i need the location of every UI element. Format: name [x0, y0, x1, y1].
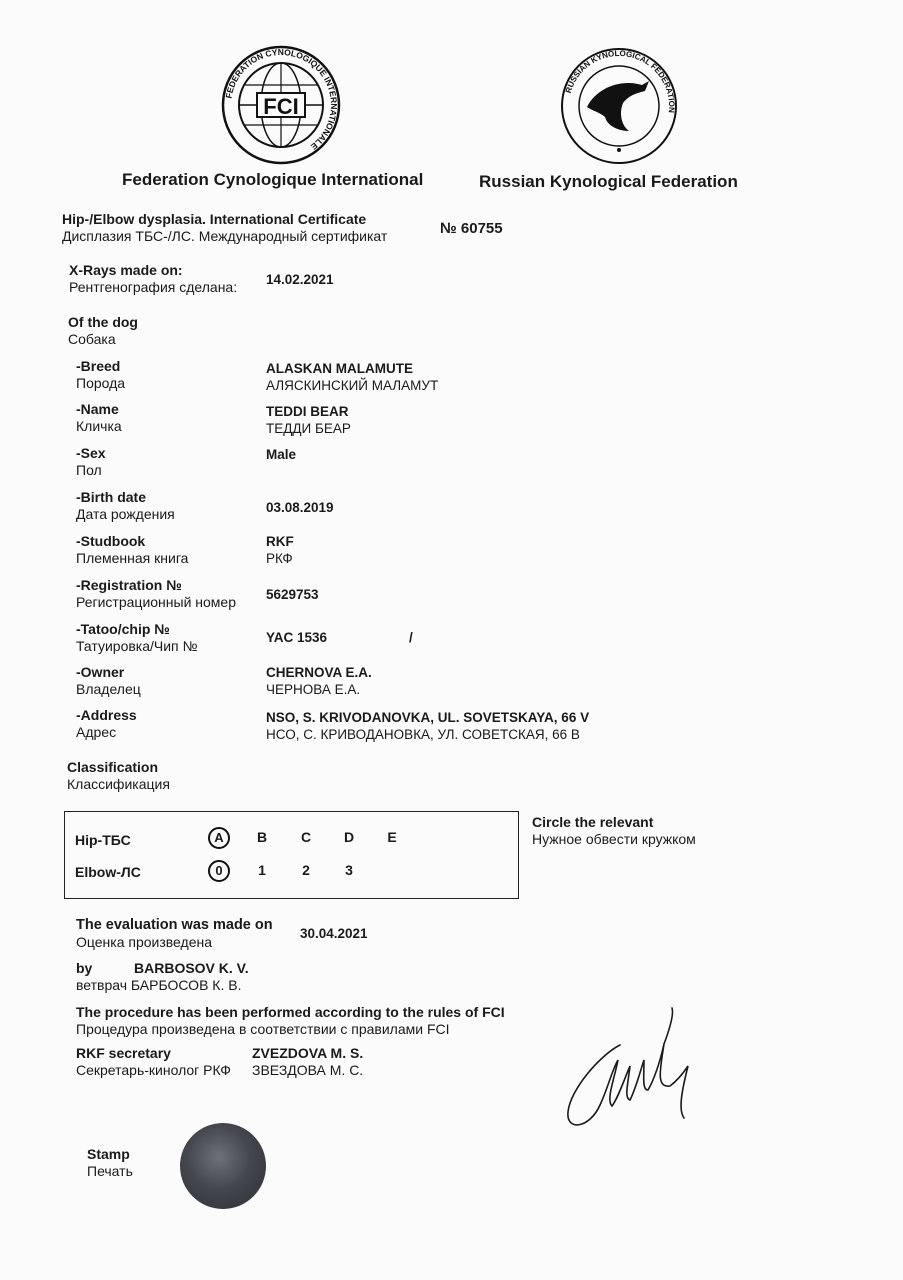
dog-section-label-en: Of the dog [68, 314, 138, 330]
signature [560, 1000, 705, 1135]
hip-grade-e: E [387, 829, 397, 845]
studbook-value: RKF РКФ [266, 534, 294, 566]
name-value: TEDDI BEAR ТЕДДИ БЕАР [266, 404, 351, 436]
breed-label: -Breed Порода [76, 358, 126, 391]
chip-value-extra: / [409, 630, 413, 645]
elbow-grade-2: 2 [302, 862, 310, 878]
vet-name-ru: ветврач БАРБОСОВ К. В. [76, 977, 242, 993]
registration-label: -Registration № Регистрационный номер [76, 577, 236, 610]
birth-value: 03.08.2019 [266, 500, 334, 515]
address-label: -Address Адрес [76, 707, 137, 740]
elbow-grade-3: 3 [345, 862, 353, 878]
dog-section-label [68, 314, 138, 348]
xray-label [69, 262, 237, 296]
owner-label: -Owner Владелец [76, 664, 141, 697]
secretary-label: RKF secretary Секретарь-кинолог РКФ [76, 1045, 231, 1078]
certificate-title [62, 211, 387, 245]
fci-logo-text: FCI [263, 94, 299, 119]
sex-value: Male [266, 447, 297, 462]
certificate-title-en: Hip-/Elbow dysplasia. International Certificate [62, 211, 367, 227]
hip-grade-b: B [256, 829, 268, 845]
evaluation-date: 30.04.2021 [300, 926, 368, 941]
fci-name: Federation Cynologique International [122, 170, 424, 189]
birth-label: -Birth date Дата рождения [76, 489, 175, 522]
hip-grade-c: C [300, 829, 312, 845]
xray-label-en: X-Rays made on: [69, 262, 183, 278]
rkf-name: Russian Kynological Federation [479, 172, 738, 191]
stamp-label: Stamp Печать [87, 1146, 133, 1179]
fci-logo-ring: FEDERATION CYNOLOGIQUE INTERNATIONALE [223, 46, 340, 152]
chip-value: YAC 1536 [266, 630, 328, 645]
address-value: NSO, S. KRIVODANOVKA, UL. SOVETSKAYA, 66 V НСО, С. КРИВОДАНОВКА, УЛ. СОВЕТСКАЯ, 66 В [266, 710, 590, 742]
registration-value: 5629753 [266, 587, 319, 602]
studbook-label: -Studbook Племенная книга [76, 533, 189, 566]
hip-grade-d: D [343, 829, 355, 845]
elbow-grade-0: 0 [208, 860, 230, 882]
by-label: by [76, 960, 93, 976]
hip-label: Hip-ТБС [75, 832, 131, 848]
classification-box [64, 811, 519, 899]
elbow-label: Elbow-ЛС [75, 864, 141, 880]
rkf-logo-ring: RUSSIAN KYNOLOGICAL FEDERATION [563, 48, 677, 114]
classification-label: Classification Классификация [67, 759, 170, 792]
name-label: -Name Кличка [76, 401, 122, 434]
sex-label: -Sex Пол [76, 445, 106, 478]
vet-name-en: BARBOSOV K. V. [134, 960, 249, 976]
dog-section-label-ru: Собака [68, 331, 116, 347]
breed-value: ALASKAN MALAMUTE АЛЯСКИНСКИЙ МАЛАМУТ [266, 361, 439, 393]
stamp-seal [180, 1123, 266, 1209]
xray-label-ru: Рентгенография сделана: [69, 279, 238, 295]
classification-note: Circle the relevant Нужное обвести кружком [532, 814, 696, 847]
evaluation-label: The evaluation was made on Оценка произведена [76, 917, 273, 950]
xray-date: 14.02.2021 [266, 272, 334, 287]
owner-value: CHERNOVA E.A. ЧЕРНОВА Е.А. [266, 665, 372, 697]
chip-label: -Tatoo/chip № Татуировка/Чип № [76, 621, 198, 654]
rkf-logo [557, 47, 681, 165]
procedure-text: The procedure has been performed according to the rules of FCI Процедура произведена в соответствии с правилами FCI [76, 1004, 505, 1037]
fci-logo [221, 45, 341, 165]
elbow-grade-1: 1 [258, 862, 266, 878]
certificate-title-ru: Дисплазия ТБС-/ЛС. Международный сертификат [62, 228, 388, 244]
hip-grade-a: A [208, 827, 230, 849]
certificate-number: № 60755 [440, 220, 503, 237]
secretary-name: ZVEZDOVA M. S. ЗВЕЗДОВА М. С. [252, 1045, 364, 1078]
